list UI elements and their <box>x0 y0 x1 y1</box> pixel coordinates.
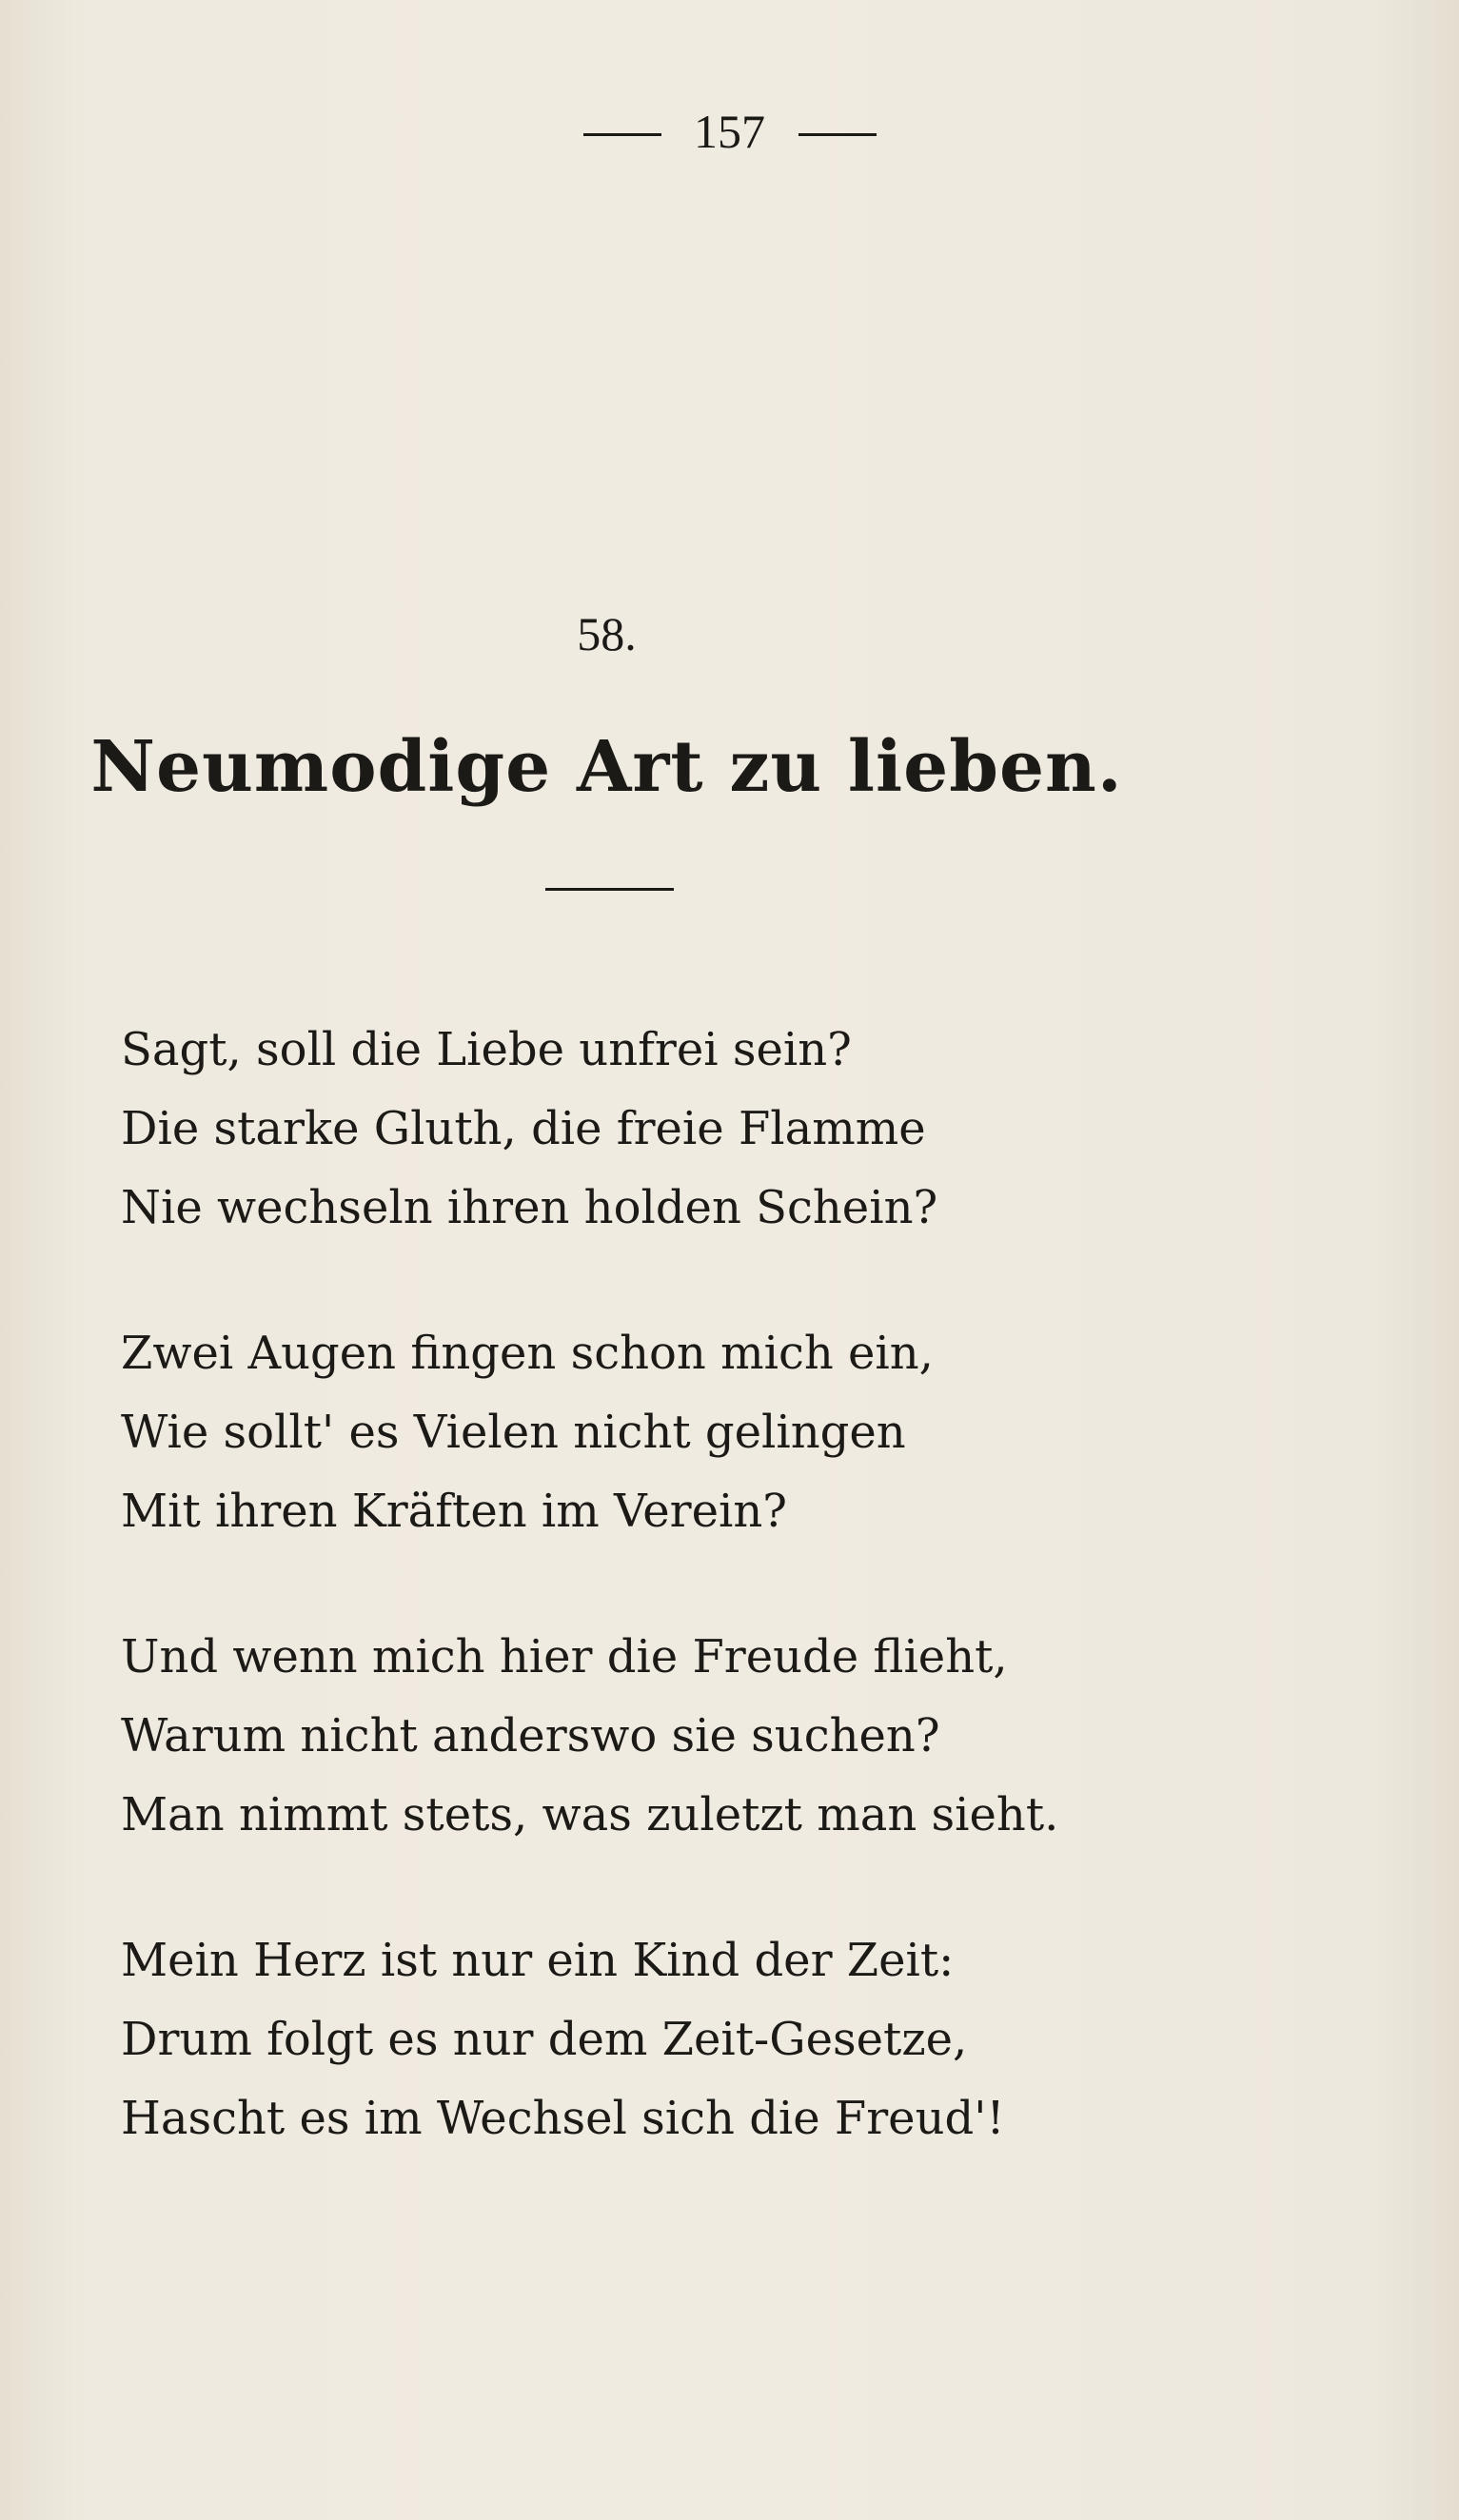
verse-line: Mit ihren Kräften im Verein? <box>121 1485 788 1538</box>
header-dash-right <box>799 133 877 136</box>
verse-line: Warum nicht anderswo sie suchen? <box>121 1709 940 1762</box>
stanza <box>121 1011 1073 1248</box>
verse-line: Mein Herz ist nur ein Kind der Zeit: <box>121 1934 955 1987</box>
verse-line: Und wenn mich hier die Freude flieht, <box>121 1630 1008 1683</box>
stanza <box>121 1314 1073 1551</box>
poem-title: Neumodige Art zu lieben. <box>90 726 1123 808</box>
stanza <box>121 1618 1073 1855</box>
verse-line: Man nimmt stets, was zuletzt man sieht. <box>121 1788 1059 1841</box>
title-divider <box>545 888 674 891</box>
verse-line: Drum folgt es nur dem Zeit-Gesetze, <box>121 2013 968 2066</box>
verse-line: Zwei Augen fingen schon mich ein, <box>121 1327 934 1380</box>
page-header <box>0 103 1459 160</box>
verse-line: Wie sollt' es Vielen nicht gelingen <box>121 1406 906 1459</box>
poem-number: 58. <box>577 607 637 660</box>
header-dash-left <box>583 133 661 136</box>
poem-body <box>121 1011 1073 2225</box>
verse-line: Die starke Gluth, die freie Flamme <box>121 1102 926 1155</box>
verse-line: Hascht es im Wechsel sich die Freud'! <box>121 2092 1005 2145</box>
stanza <box>121 1921 1073 2158</box>
verse-line: Sagt, soll die Liebe unfrei sein? <box>121 1023 852 1076</box>
verse-line: Nie wechseln ihren holden Schein? <box>121 1181 938 1234</box>
page-number: 157 <box>694 105 765 158</box>
